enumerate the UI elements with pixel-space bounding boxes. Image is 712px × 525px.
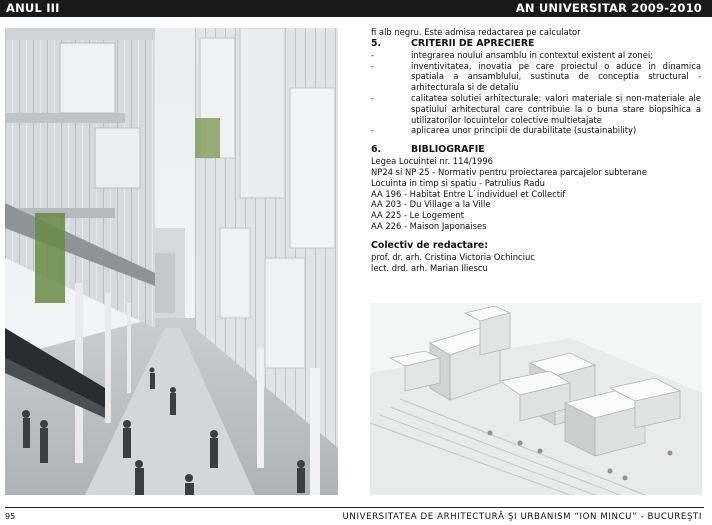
site-model-image	[370, 303, 702, 495]
page-number: 95	[5, 512, 16, 521]
bibliography-item: Legea Locuintei nr. 114/1996	[371, 156, 493, 167]
criteria-item: inventivitatea, inovatia pe care proiectul o aduce in dinamica spatiala a ansamblului, sustinuta de conceptia structural - arhitecturala si de detaliu	[411, 60, 701, 93]
editorial-member: lect. drd. arh. Marian Iliescu	[371, 262, 488, 273]
page-header	[0, 0, 712, 17]
street-rendering-illustration	[5, 28, 338, 495]
section-title: CRITERII DE APRECIERE	[411, 37, 535, 49]
header-year: ANUL III	[6, 1, 60, 15]
bibliography-item: AA 196 - Habitat Entre L`individuel et Collectif	[371, 188, 566, 199]
criteria-item: integrarea noului ansamblu in contextul existent al zonei;	[411, 49, 653, 60]
section-title: BIBLIOGRAFIE	[411, 144, 485, 156]
bibliography-item: AA 226 - Maison Japonaises	[371, 220, 487, 231]
bibliography-item: AA 225 - Le Logement	[371, 210, 465, 221]
section-5-heading	[371, 38, 701, 50]
section-number: 5.	[371, 37, 382, 49]
criteria-item: calitatea solutiei arhitecturale: valori materiale si non-materiale ale spatiului arhitectural care contribuie la o buna stare biopsihica a utilizatorilor locuintelor colective multietajate	[411, 92, 701, 125]
editorial-team-title: Colectiv de redactare:	[371, 239, 488, 251]
bibliography-item: AA 203 - Du Village a la Ville	[371, 199, 491, 210]
street-rendering-image	[5, 28, 338, 495]
section-6-heading	[371, 144, 701, 156]
list-item: - aplicarea unor principii de durabilitate (sustainability)	[371, 125, 701, 136]
bibliography-item: NP24 si NP 25 - Normativ pentru proiectarea parcajelor subterane	[371, 166, 647, 177]
header-academic-year: AN UNIVERSITAR 2009-2010	[515, 1, 702, 15]
site-model-illustration	[370, 303, 702, 495]
footer-divider	[5, 507, 704, 508]
editorial-member: prof. dr. arh. Cristina Victoria Ochinciuc	[371, 251, 535, 262]
bibliography-item: Locuinta in timp si spatiu - Patrulius Radu	[371, 177, 545, 188]
footer-institution: UNIVERSITATEA DE ARHITECTURĂ ŞI URBANISM “ION MINCU” - BUCUREŞTI	[342, 512, 702, 522]
list-item: - integrarea noului ansamblu in contextul existent al zonei;	[371, 50, 701, 61]
text-column	[371, 27, 701, 273]
criteria-item: aplicarea unor principii de durabilitate (sustainability)	[411, 125, 637, 136]
list-item: - inventivitatea, inovatia pe care proiectul o aduce in dinamica spatiala a ansamblului, sustinuta de conceptia structural - arhitecturala si de detaliu	[371, 60, 701, 93]
section-number: 6.	[371, 144, 382, 156]
intro-text: fi alb negru. Este admisa redactarea pe calculator	[371, 27, 581, 37]
list-item: - calitatea solutiei arhitecturale: valori materiale si non-materiale ale spatiului arhitectural care contribuie la o buna stare biopsihica a utilizatorilor locuintelor colective multietajate	[371, 92, 701, 125]
